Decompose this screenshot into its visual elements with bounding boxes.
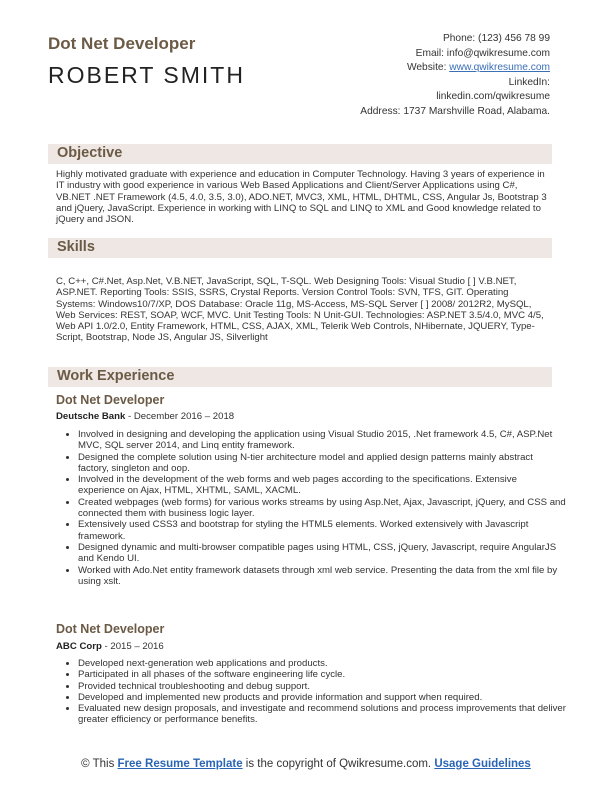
job-2-bullets <box>62 658 566 726</box>
work-section-bar <box>48 367 552 387</box>
job-2-company-line <box>56 641 164 652</box>
footer-middle: is the copyright of Qwikresume.com. <box>242 758 435 770</box>
job-1-company-line <box>56 411 234 422</box>
footer <box>60 757 552 771</box>
contact-website <box>290 61 550 76</box>
footer-prefix: © This <box>81 758 118 770</box>
contact-phone: Phone: (123) 456 78 99 <box>442 33 550 44</box>
job-2-dates: - 2015 – 2016 <box>101 641 164 652</box>
list-item: • Designed the complete solution using N-tier architecture model and applied design patterns mainly abstract factory, singleton and oop. <box>78 452 566 475</box>
list-item: • Designed dynamic and multi-browser compatible pages using HTML, CSS, jQuery, Javascript, require AngularJS and Kendo UI. <box>78 542 566 565</box>
resume-job-title: Dot Net Developer <box>48 34 196 53</box>
list-item: • Developed next-generation web applications and products. <box>78 658 566 669</box>
candidate-name: ROBERT SMITH <box>48 62 245 88</box>
work-heading: Work Experience <box>57 368 175 384</box>
objective-text: Highly motivated graduate with experience and education in Computer Technology. Having 3 years of experience in IT industry with good experience in various Web Based Applications and Client/Server Applications using C#, VB.NET .NET Framework (4.5, 4.0, 3.5, 3.0), ADO.NET, MVC3, XML, HTML, DHTML, CSS, Angular Js, Bootstrap 3 and jQuery, JavaScript. Experience in working with LINQ to SQL and LINQ to XML and Good knowledge related to jQuery and JSON. <box>56 169 547 226</box>
skills-section-bar <box>48 238 552 258</box>
job-1-company: Deutsche Bank <box>56 411 126 422</box>
contact-linkedin-label: LinkedIn: <box>508 76 550 88</box>
list-item: • Worked with Ado.Net entity framework datasets through xml web service. Presenting the data from the xml file by using xslt. <box>78 565 566 588</box>
list-item: • Extensively used CSS3 and bootstrap for styling the HTML5 elements. Worked extensively with Javascript framework. <box>78 519 566 542</box>
skills-heading: Skills <box>57 239 95 255</box>
job-2-company: ABC Corp <box>56 641 102 652</box>
job-1-title: Dot Net Developer <box>56 393 165 407</box>
list-item: • Involved in designing and developing the application using Visual Studio 2015, .Net framework 4.5, C#, ASP.Net MVC, SQL server 2014, and Linq entity framework. <box>78 429 566 452</box>
list-item: • Developed and implemented new products and provide information and support when required. <box>78 692 566 703</box>
job-2-title: Dot Net Developer <box>56 622 165 636</box>
contact-block <box>290 32 550 120</box>
objective-section-bar <box>48 144 552 164</box>
job-1-bullets <box>62 429 566 587</box>
list-item: • Participated in all phases of the software engineering life cycle. <box>78 669 566 680</box>
skills-text: C, C++, C#.Net, Asp.Net, V.B.NET, JavaScript, SQL, T-SQL. Web Designing Tools: Visual Studio [ ] V.B.NET, ASP.NET. Reporting Tools: SSIS, SSRS, Crystal Reports. Version Control Tools: SVN, TFS, GIT. Operating Systems: Windows10/7/XP, DOS Database: Oracle 11g, MS-Access, MS-SQL Server [ ] 2008/ 2012R2, MySQL, Web Services: REST, SOAP, WCF, MVC. Unit Testing Tools: N Unit-GUI. Technologies: ASP.NET 3.5/4.0, MVC 4/5, Web API 1.0/2.0, Entity Framework, HTML, CSS, AJAX, XML, Telerik Web Controls, NHibernate, JQUERY, Type-Script, Bootstrap, Node JS, Angular JS, Silverlight <box>56 276 544 344</box>
objective-heading: Objective <box>57 145 123 161</box>
free-resume-template-link[interactable]: Free Resume Template <box>117 758 243 770</box>
job-1-dates: - December 2016 – 2018 <box>125 411 235 422</box>
list-item: • Provided technical troubleshooting and debug support. <box>78 681 566 692</box>
contact-email: Email: info@qwikresume.com <box>415 47 550 59</box>
contact-website-link[interactable]: www.qwikresume.com <box>449 62 550 74</box>
usage-guidelines-link[interactable]: Usage Guidelines <box>434 758 531 770</box>
contact-address: Address: 1737 Marshville Road, Alabama. <box>360 105 550 117</box>
contact-website-label: Website: <box>406 62 450 74</box>
list-item: • Evaluated new design proposals, and investigate and recommend solutions and process improvements that deliver greater efficiency or performance benefits. <box>78 703 566 726</box>
contact-linkedin-value: linkedin.com/qwikresume <box>436 91 550 103</box>
list-item: • Created webpages (web forms) for various works streams by using Asp.Net, Ajax, Javascript, jQuery, and CSS and connected them with business logic layer. <box>78 497 566 520</box>
list-item: • Involved in the development of the web forms and web pages according to the specifications. Extensive experience on Ajax, HTML, XHTML, SAML, XACML. <box>78 474 566 497</box>
